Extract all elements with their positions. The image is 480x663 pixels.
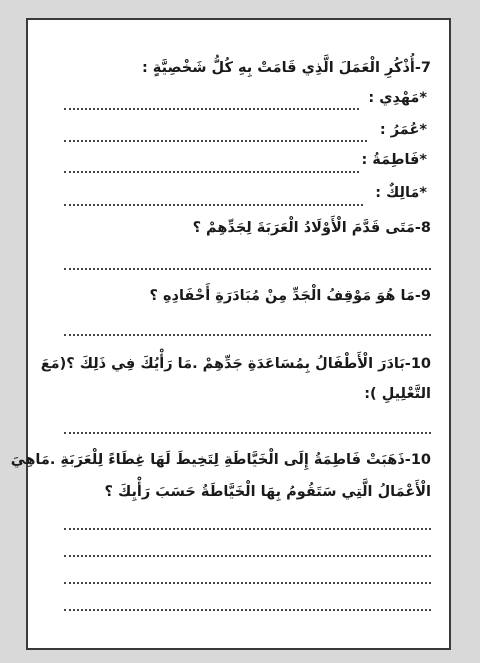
q7-item-fatima-answer-line[interactable] [64,171,359,173]
question-10a-prompt-line-1: 10-بَادَرَ الْأَطْفَالُ بِمُسَاعَدَةِ جَدِّهِمْ .مَا رَأْيُكَ فِي ذَلِكَ ؟(مَعَ [40,356,431,372]
question-9-prompt: 9-مَا هُوَ مَوْقِفُ الْجَدِّ مِنْ مُبَادَرَةِ أَحْفَادِهِ ؟ [149,288,431,304]
q7-item-fatima-label: *فَاطِمَةُ : [361,152,427,168]
q7-item-mahdi-label: *مَهْدِي : [368,90,427,106]
question-7-prompt: 7-أُذْكُرِ الْعَمَلَ الَّذِي قَامَتْ بِهِ كُلُّ شَخْصِيَّةٍ : [141,60,431,76]
q7-item-omar-label: *عُمَرُ : [379,122,427,138]
worksheet-page [10,18,451,650]
q7-item-omar-answer-line[interactable] [64,140,367,142]
question-10b-prompt-line-2: الْأَعْمَالُ الَّتِي سَتَقُومُ بِهَا الْخَيَّاطَةُ حَسَبَ رَأْيِكَ ؟ [104,484,431,500]
q10b-answer-line-3[interactable] [64,582,431,584]
q10b-answer-line-2[interactable] [64,555,431,557]
question-10a-prompt-line-2: التَّعْلِيلِ ): [364,386,431,402]
question-8-prompt: 8-مَتَى قَدَّمَ الْأَوْلَادُ الْعَرَبَةَ لِجَدِّهِمْ ؟ [192,220,431,236]
q7-item-malik-label: *مَالِكٌ : [375,185,427,201]
q7-item-malik-answer-line[interactable] [64,204,363,206]
q7-item-mahdi-answer-line[interactable] [64,108,359,110]
q10b-answer-line-4[interactable] [64,609,431,611]
q10a-answer-line[interactable] [64,432,431,434]
q10b-answer-line-1[interactable] [64,528,431,530]
q9-answer-line[interactable] [64,334,431,336]
question-10b-prompt-line-1: 10-ذَهَبَتْ فَاطِمَةُ إِلَى الْخَيَّاطَةِ لِتَخِيطَ لَهَا غِطَاءً لِلْعَرَبَةِ .مَاهِيَ [10,452,431,468]
q8-answer-line[interactable] [64,268,431,270]
